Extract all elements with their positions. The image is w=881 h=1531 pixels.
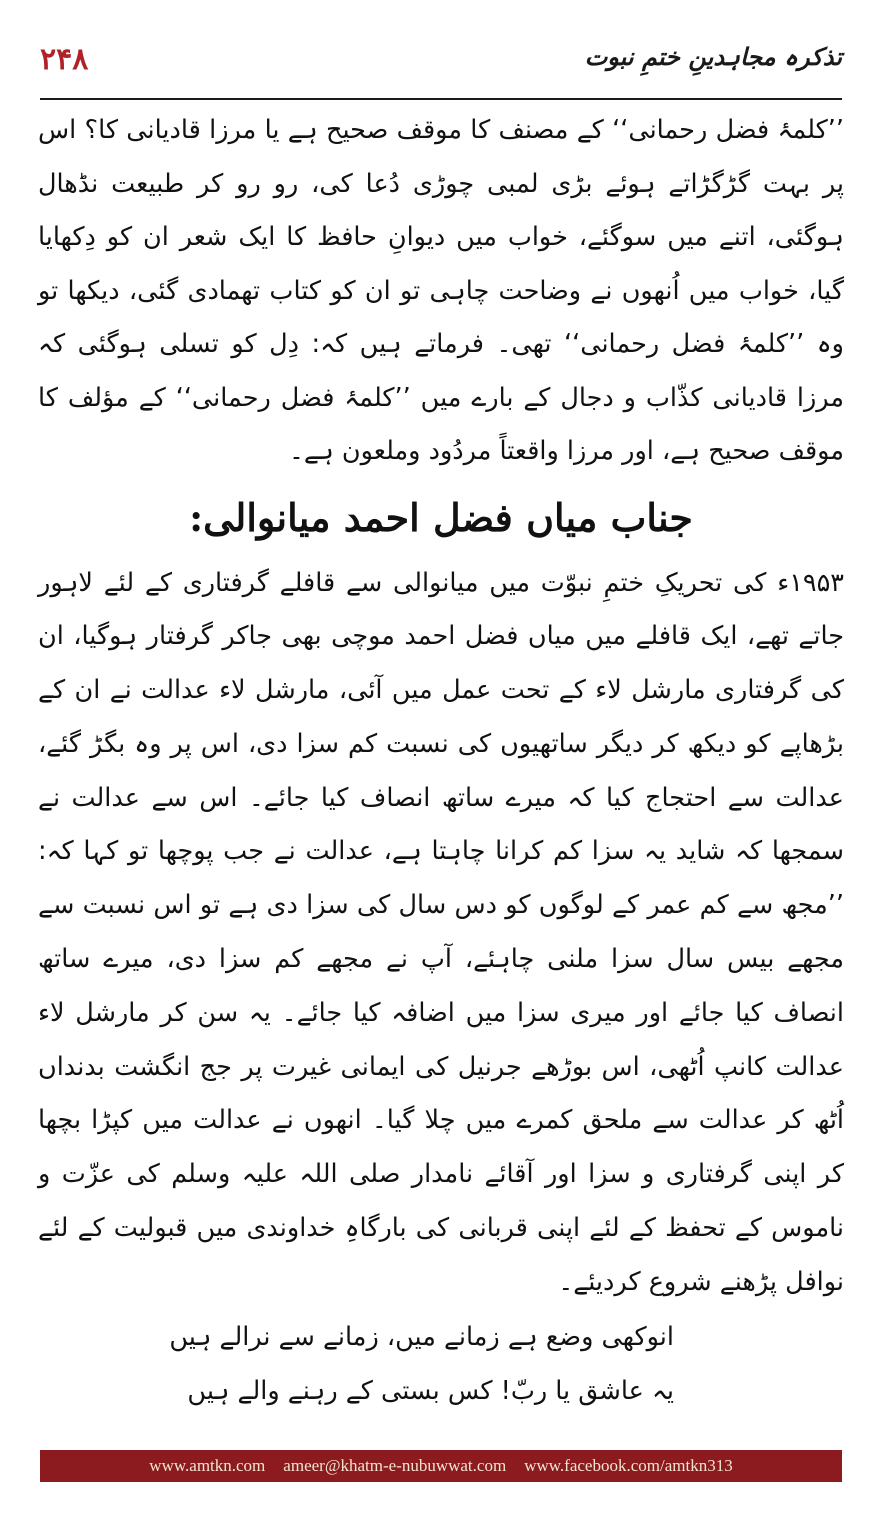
page-number: ۲۴۸ bbox=[40, 42, 89, 77]
page-header bbox=[40, 28, 842, 90]
body-paragraph-1: ’’کلمۂ فضل رحمانی‘‘ کے مصنف کا موقف صحیح ہے یا مرزا قادیانی کا؟ اس پر بہت گڑگڑاتے ہوئے بڑی لمبی چوڑی دُعا کی، رو رو کر طبیعت نڈھال ہوگئی، اتنے میں سوگئے، خواب میں دیوانِ حافظ کا ایک شعر ان کو دِکھایا گیا، خواب میں اُنھوں نے وضاحت چاہی تو ان کو کتاب تھمادی گئی، دیکھا تو وہ ’’کلمۂ فضل رحمانی‘‘ تھی۔ فرماتے ہیں کہ: دِل کو تسلی ہوگئی کہ مرزا قادیانی کذّاب و دجال کے بارے میں ’’کلمۂ فضل رحمانی‘‘ کے مؤلف کا موقف صحیح ہے، اور مرزا واقعتاً مردُود وملعون ہے۔ bbox=[38, 115, 844, 466]
couplet-line-2: یہ عاشق یا ربّ! کس بستی کے رہنے والے ہیں bbox=[187, 1375, 674, 1406]
header-divider bbox=[40, 98, 842, 100]
footer-website-link[interactable]: www.amtkn.com bbox=[149, 1456, 266, 1475]
page-content bbox=[38, 104, 844, 1418]
couplet-line-1: انوکھی وضع ہے زمانے میں، زمانے سے نرالے ہیں bbox=[169, 1321, 674, 1352]
body-paragraph-2: ۱۹۵۳ء کی تحریکِ ختمِ نبوّت میں میانوالی سے قافلے گرفتاری کے لئے لاہور جاتے تھے، ایک قافلے میں میاں فضل احمد موچی بھی جاکر گرفتار ہوگیا، ان کی گرفتاری مارشل لاء کے تحت عمل میں آئی، مارشل لاء عدالت نے ان کے بڑھاپے کو دیکھ کر دیگر ساتھیوں کی نسبت کم سزا دی، اس پر وہ بگڑ گئے، عدالت سے احتجاج کیا کہ میرے ساتھ انصاف کیا جائے۔ اس سے عدالت نے سمجھا کہ شاید یہ سزا کم کرانا چاہتا ہے، عدالت نے جب پوچھا تو کہا کہ: ’’مجھ سے کم عمر کے لوگوں کو دس سال کی سزا دی ہے تو اس نسبت سے مجھے بیس سال سزا ملنی چاہئے، آپ نے مجھے کم سزا دی، میرے ساتھ انصاف کیا جائے اور میری سزا میں اضافہ کیا جائے۔ یہ سن کر مارشل لاء عدالت کانپ اُٹھی، اس بوڑھے جرنیل کی ایمانی غیرت پر جج انگشت بدنداں اُٹھ کر عدالت سے ملحق کمرے میں چلا گیا۔ انھوں نے عدالت میں کپڑا بچھا کر اپنی گرفتاری و سزا اور آقائے نامدار صلی اللہ علیہ وسلم کی عزّت و ناموس کے تحفظ کے لئے اپنی قربانی کی بارگاہِ خداوندی میں قبولیت کے لئے نوافل پڑھنے شروع کردیئے۔ bbox=[38, 567, 844, 1297]
footer-email-link[interactable]: ameer@khatm-e-nubuwwat.com bbox=[283, 1456, 507, 1475]
footer-bar bbox=[40, 1450, 842, 1482]
section-heading: جناب میاں فضل احمد میانوالی: bbox=[189, 494, 693, 540]
footer-facebook-link[interactable]: www.facebook.com/amtkn313 bbox=[524, 1456, 733, 1475]
book-title: تذکرہ مجاہدینِ ختمِ نبوت bbox=[584, 42, 842, 71]
poetry-couplet bbox=[38, 1310, 844, 1418]
